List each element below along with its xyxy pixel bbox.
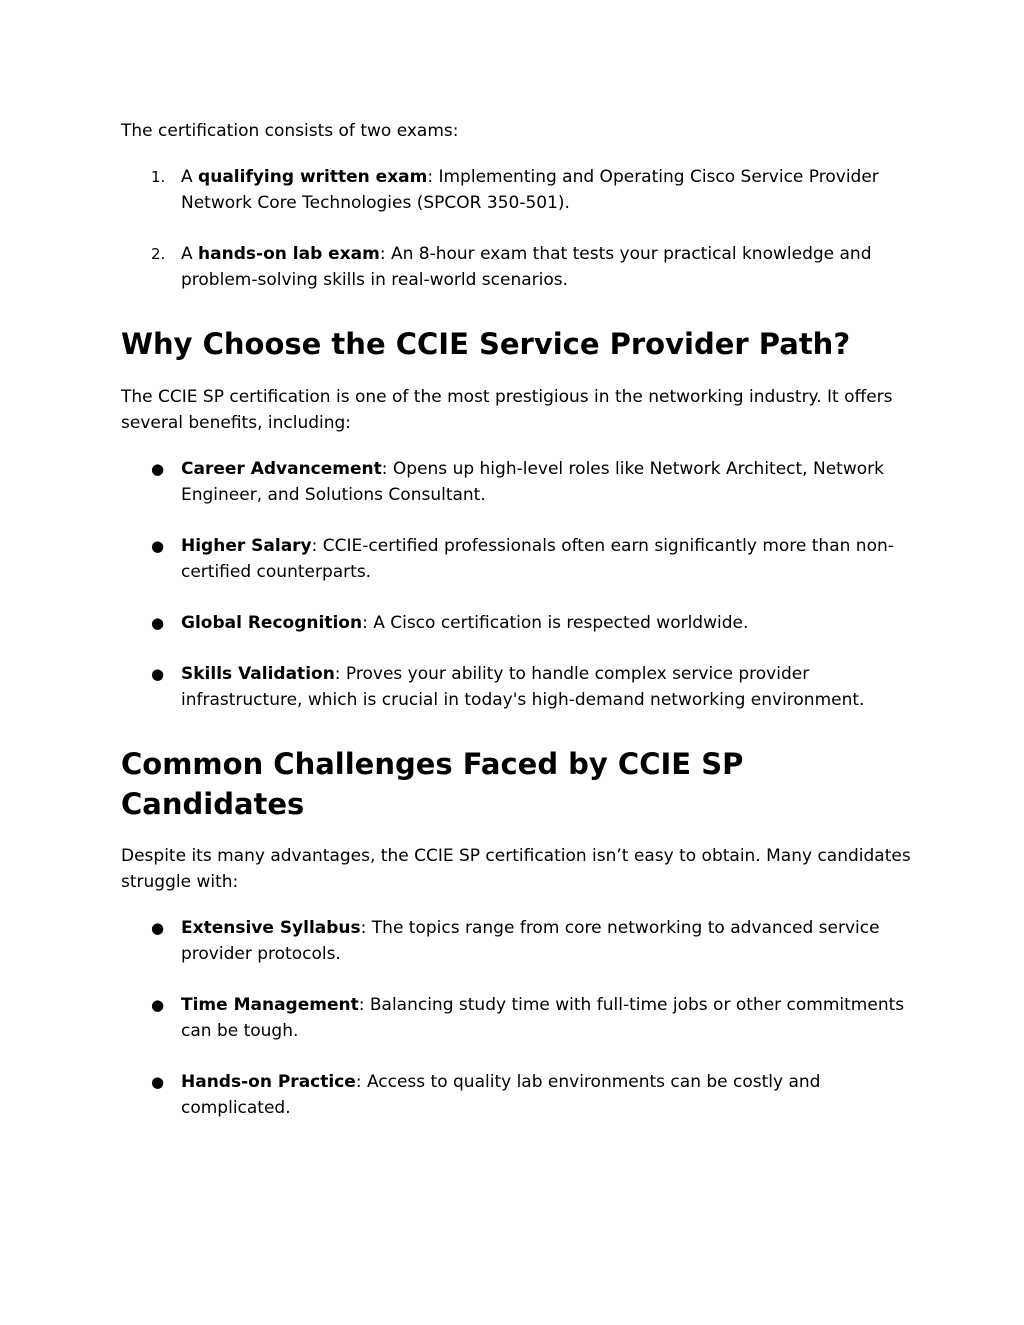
benefits-list: [121, 456, 911, 713]
item-term: Extensive Syllabus: [181, 918, 361, 938]
list-item-exam-written: [121, 164, 911, 216]
why-intro-paragraph: The CCIE SP certification is one of the most prestigious in the networking industry. It offers several benefits, including:: [121, 387, 893, 433]
list-number: 1.: [151, 168, 166, 186]
list-item-higher-salary: [121, 533, 911, 585]
item-description: : Implementing and Operating Cisco Service Provider Network Core Technologies (SPCOR 350-501).: [181, 167, 879, 213]
bullet-icon: ●: [151, 1073, 165, 1091]
list-item-global-recognition: [121, 610, 911, 636]
list-item-hands-on-practice: [121, 1069, 911, 1121]
item-term: Career Advancement: [181, 459, 382, 479]
item-description: : An 8-hour exam that tests your practical knowledge and problem-solving skills in real-world scenarios.: [181, 244, 872, 290]
bullet-icon: ●: [151, 537, 165, 555]
item-description: : The topics range from core networking to advanced service provider protocols.: [181, 918, 880, 964]
item-description: : Opens up high-level roles like Network Architect, Network Engineer, and Solutions Consultant.: [181, 459, 884, 505]
list-number: 2.: [151, 245, 166, 263]
list-item-career-advancement: [121, 456, 911, 508]
item-term: qualifying written exam: [198, 167, 428, 187]
challenges-intro-paragraph: Despite its many advantages, the CCIE SP certification isn’t easy to obtain. Many candidates struggle with:: [121, 846, 911, 892]
bullet-icon: ●: [151, 460, 165, 478]
challenges-list: [121, 915, 911, 1121]
item-term: Time Management: [181, 995, 359, 1015]
list-item-exam-lab: [121, 241, 911, 293]
item-term: Hands-on Practice: [181, 1072, 356, 1092]
list-item-extensive-syllabus: [121, 915, 911, 967]
item-description: : A Cisco certification is respected worldwide.: [362, 613, 749, 633]
item-term: hands-on lab exam: [198, 244, 380, 264]
item-term: Skills Validation: [181, 664, 335, 684]
section-heading-why-choose: Why Choose the CCIE Service Provider Path?: [121, 327, 851, 361]
bullet-icon: ●: [151, 996, 165, 1014]
exam-list: [121, 164, 911, 293]
intro-paragraph: The certification consists of two exams:: [121, 121, 459, 141]
item-article: A: [181, 167, 199, 187]
item-description: : Access to quality lab environments can be costly and complicated.: [181, 1072, 821, 1118]
item-description: : Balancing study time with full-time jobs or other commitments can be tough.: [181, 995, 905, 1041]
item-term: Global Recognition: [181, 613, 363, 633]
list-item-skills-validation: [121, 661, 911, 713]
item-article: A: [181, 244, 199, 264]
section-heading-common-challenges: Common Challenges Faced by CCIE SP Candidates: [121, 747, 744, 821]
bullet-icon: ●: [151, 919, 165, 937]
list-item-time-management: [121, 992, 911, 1044]
bullet-icon: ●: [151, 665, 165, 683]
item-description: : Proves your ability to handle complex service provider infrastructure, which is crucial in today's high-demand networking environment.: [181, 664, 865, 710]
item-description: : CCIE-certified professionals often earn significantly more than non-certified counterparts.: [181, 536, 894, 582]
item-term: Higher Salary: [181, 536, 312, 556]
document-body: [121, 118, 911, 1121]
bullet-icon: ●: [151, 614, 165, 632]
